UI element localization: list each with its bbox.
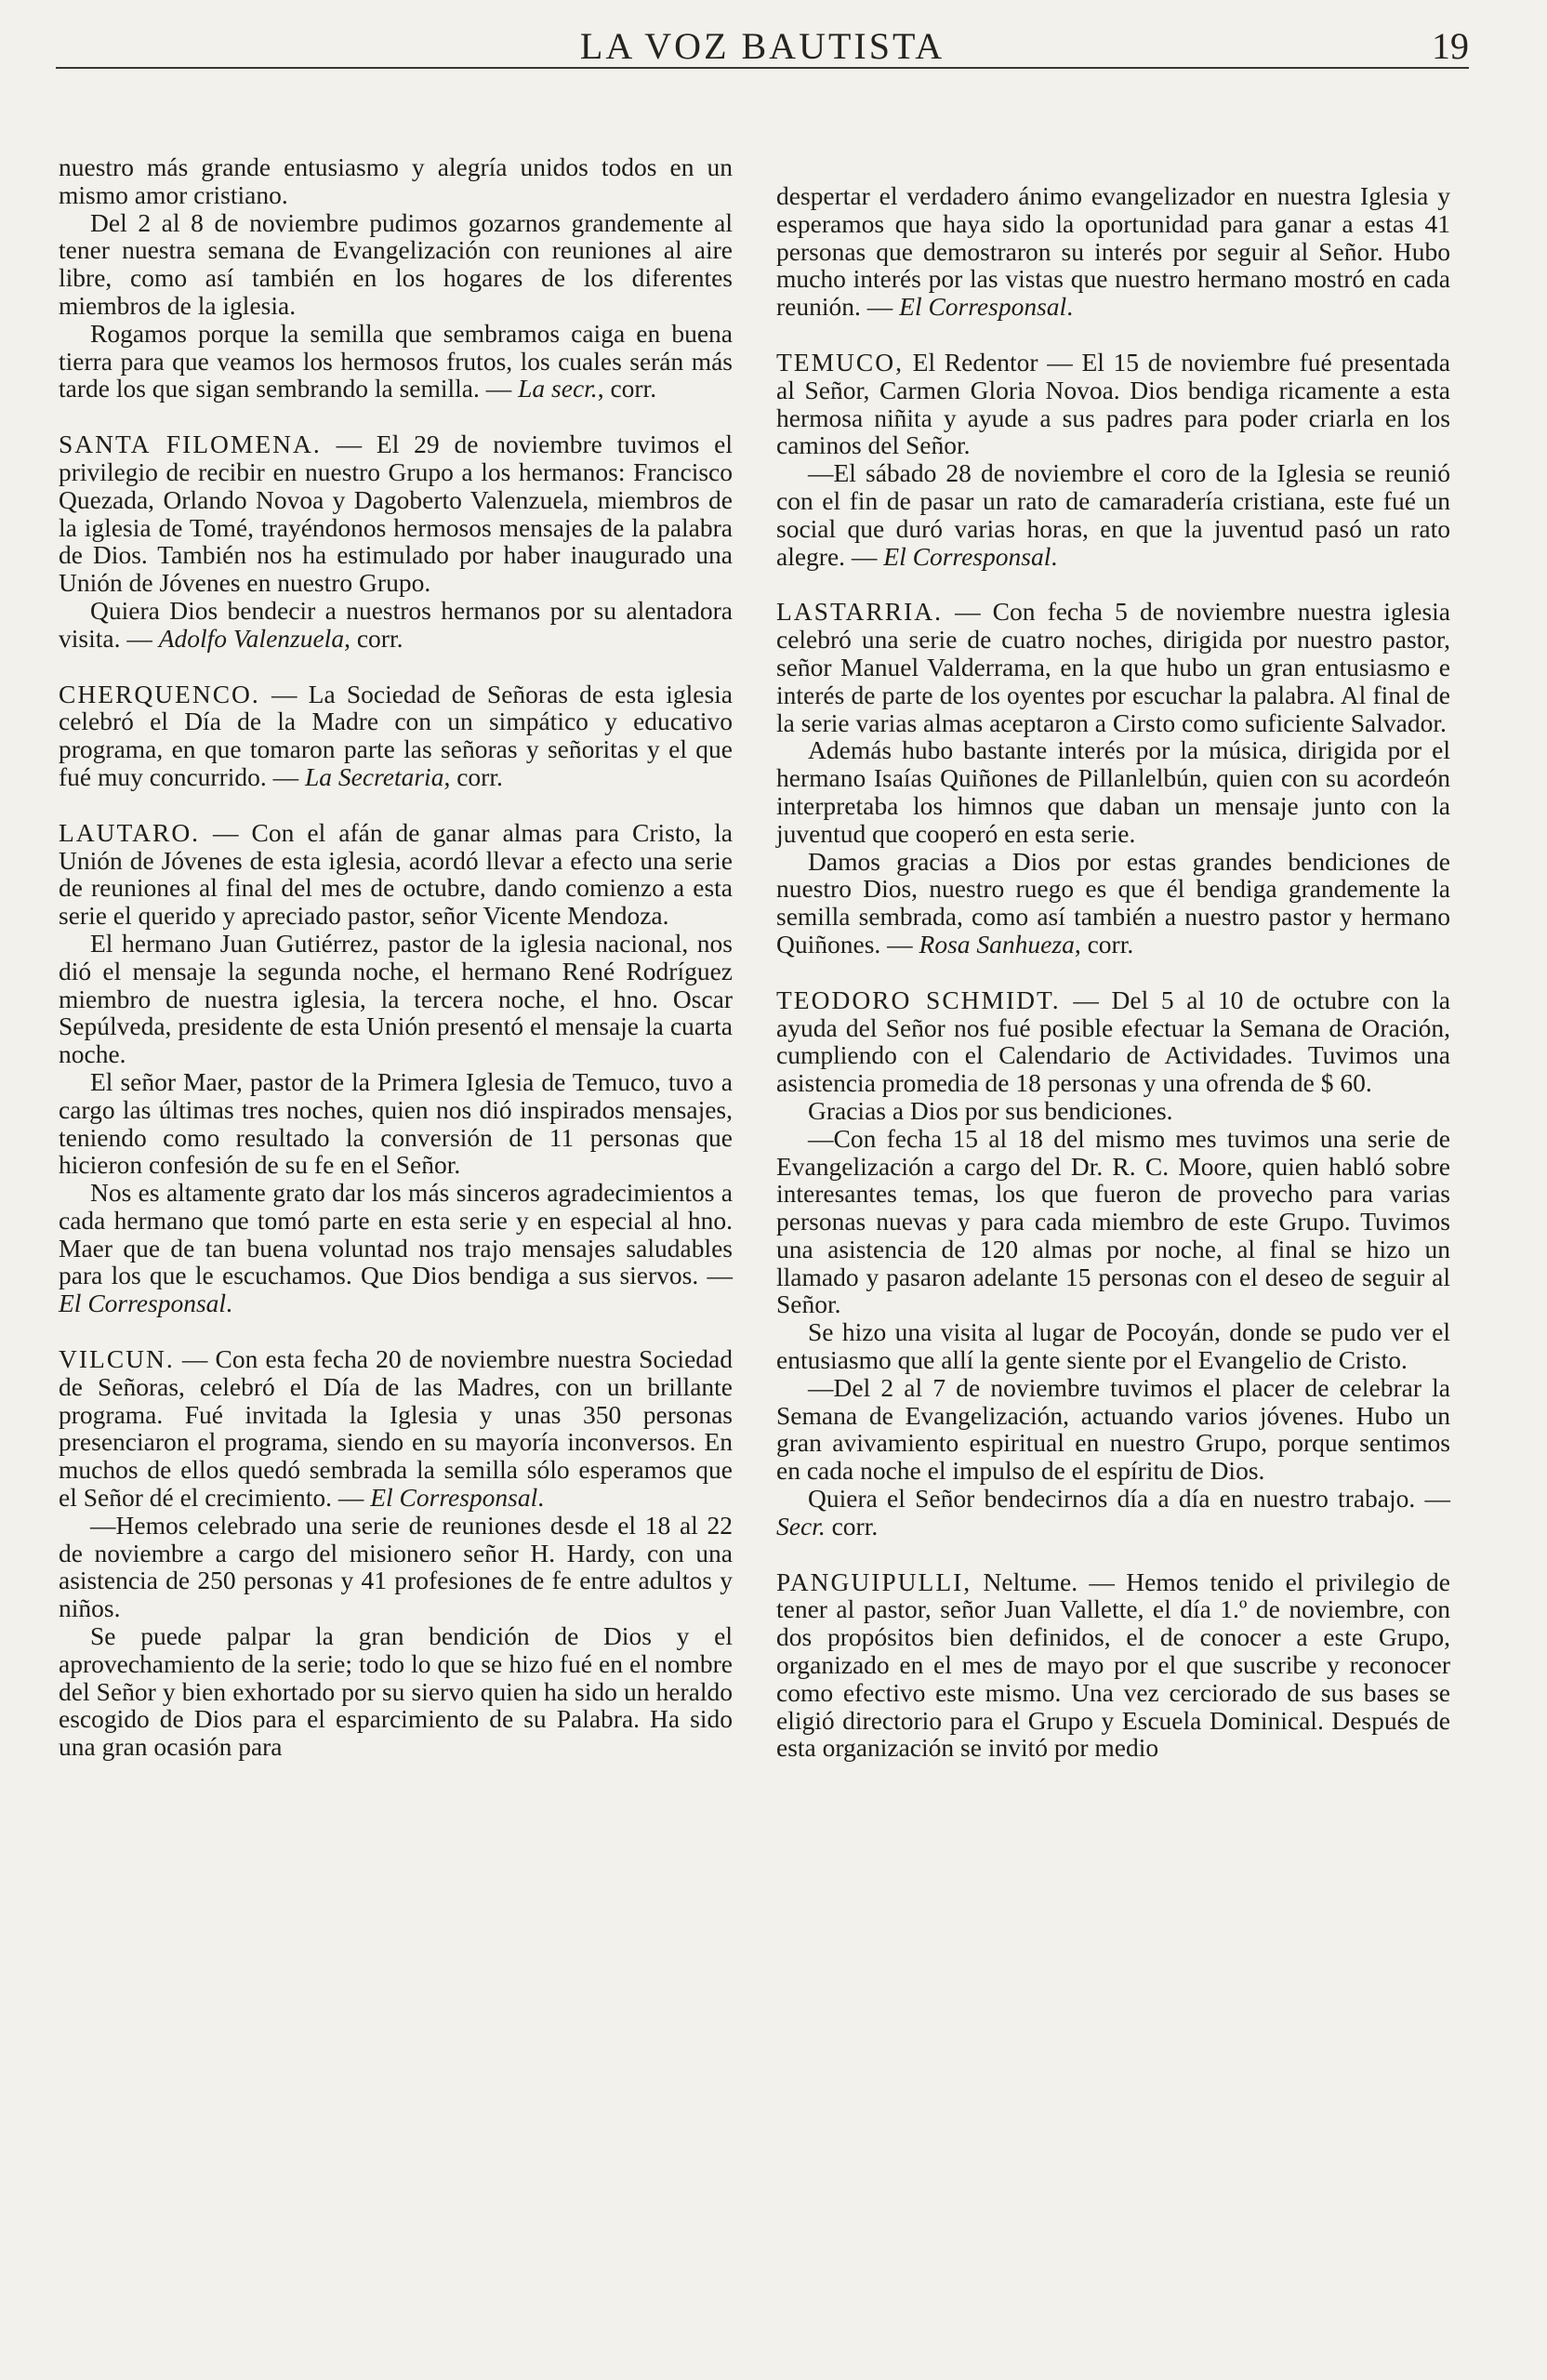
right-column bbox=[776, 182, 1450, 1790]
signature-suffix: . bbox=[537, 1483, 545, 1513]
news-item bbox=[776, 182, 1450, 321]
paragraph-text: — Con el afán de ganar almas para Cristo, la Unión de Jóvenes de esta iglesia, acordó llevar a efecto una serie de reuniones al final del mes de octubre, dando comienzo a esta serie el querido y apreciado pastor, señor Vicente Mendoza. bbox=[59, 817, 733, 931]
news-item bbox=[59, 153, 733, 403]
paragraph-text: — Del 5 al 10 de octubre con la ayuda del Señor nos fué posible efectuar la Semana de Oración, cumpliendo con el Calendario de Actividades. Tuvimos una asistencia promedia de 18 personas y una ofrenda de $ 60. bbox=[776, 985, 1450, 1098]
signature: Adolfo Valenzuela bbox=[158, 623, 345, 653]
news-item bbox=[59, 681, 733, 791]
paragraph bbox=[776, 848, 1450, 959]
news-item bbox=[59, 430, 733, 652]
signature-suffix: , corr. bbox=[344, 623, 403, 653]
paragraph bbox=[59, 1622, 733, 1761]
paragraph-text: El señor Maer, pastor de la Primera Iglesia de Temuco, tuvo a cargo las últimas tres noches, quien nos dió inspirados mensajes, teniendo como resultado la conversión de 11 personas que hicieron confesión de su fe en el Señor. bbox=[59, 1066, 733, 1180]
paragraph-text: —El sábado 28 de noviembre el coro de la Iglesia se reunió con el fin de pasar un rato de camaradería cristiana, este fué un social que duró varias horas, en que la juventud pasó un rato alegre. — bbox=[776, 458, 1450, 571]
signature-suffix: . bbox=[1066, 292, 1074, 322]
paragraph-text: —Del 2 al 7 de noviembre tuvimos el placer de celebrar la Semana de Evangelización, actuando varios jóvenes. Hubo un gran avivamiento espiritual en nuestro Grupo, porque sentimos en cada noche el impulso de el espíritu de Dios. bbox=[776, 1372, 1450, 1486]
signature-suffix: , corr. bbox=[597, 374, 657, 403]
signature: El Corresponsal bbox=[899, 292, 1067, 322]
news-item bbox=[776, 349, 1450, 570]
news-item bbox=[59, 1345, 733, 1761]
paragraph-text: El Redentor — El 15 de noviembre fué presentada al Señor, Carmen Gloria Novoa. Dios bendiga ricamente a esta hermosa niñita y ayude a sus padres para poder criarla en los caminos del Señor. bbox=[776, 347, 1450, 460]
paragraph bbox=[59, 153, 733, 209]
paragraph-text: Se puede palpar la gran bendición de Dios y el aprovechamiento de la serie; todo lo que se hizo fué en el nombre del Señor y bien exhortado por su siervo quien ha sido un heraldo escogido de Dios para el esparcimiento de su Palabra. Ha sido una gran ocasión para bbox=[59, 1621, 733, 1762]
paragraph bbox=[776, 1374, 1450, 1485]
paragraph bbox=[59, 1179, 733, 1317]
signature-suffix: , corr. bbox=[443, 761, 503, 791]
paragraph-text: Nos es altamente grato dar los más sinceros agradecimientos a cada hermano que tomó parte en esta serie y en especial al hno. Maer que de tan buena voluntad nos trajo mensajes saludables para los que le escuchamos. Que Dios bendiga a sus siervos. — bbox=[59, 1178, 733, 1290]
header-rule bbox=[56, 67, 1469, 69]
paragraph bbox=[776, 1125, 1450, 1319]
signature-suffix: . bbox=[1051, 541, 1058, 571]
publication-title: LA VOZ BAUTISTA bbox=[579, 25, 945, 67]
signature: El Corresponsal bbox=[59, 1289, 227, 1318]
news-item bbox=[776, 986, 1450, 1540]
signature: Secr. bbox=[776, 1511, 826, 1540]
paragraph-text: Quiera Dios bendecir a nuestros hermanos por su alentadora visita. — bbox=[59, 595, 733, 653]
paragraph-text: — Con esta fecha 20 de noviembre nuestra Sociedad de Señoras, celebró el Día de las Madres, con un brillante programa. Fué invitada la Iglesia y unas 350 personas presenciaron el programa, siendo en su mayoría inconversos. En muchos de ellos quedó sembrada la semilla sólo esperamos que el Señor dé el crecimiento. — bbox=[59, 1344, 733, 1513]
paragraph-text: Además hubo bastante interés por la música, dirigida por el hermano Isaías Quiñones de Pillanlelbún, quien con su acordeón interpretaba los himnos que daban un mensaje junto con la juventud que cooperó en esta serie. bbox=[776, 735, 1450, 848]
signature: La secr. bbox=[518, 374, 598, 403]
paragraph-text: despertar el verdadero ánimo evangelizador en nuestra Iglesia y esperamos que haya sido la oportunidad para ganar a estas 41 personas que demostraron su interés por seguir al Señor. Hubo mucho interés por las vistas que nuestro hermano mostró en cada reunión. — bbox=[776, 181, 1450, 322]
paragraph-text: Quiera el Señor bendecirnos día a día en nuestro trabajo. — bbox=[808, 1484, 1450, 1514]
place-name: CHERQUENCO. bbox=[59, 679, 260, 708]
place-name: VILCUN. bbox=[59, 1344, 175, 1374]
paragraph bbox=[776, 459, 1450, 570]
signature-suffix: . bbox=[226, 1289, 232, 1318]
paragraph bbox=[776, 1318, 1450, 1374]
paragraph-text: Del 2 al 8 de noviembre pudimos gozarnos grandemente al tener nuestra semana de Evangelización con reuniones al aire libre, como así también en los hogares de los diferentes miembros de la iglesia. bbox=[59, 207, 733, 320]
paragraph bbox=[776, 1485, 1450, 1540]
paragraph-text: Neltume. — Hemos tenido el privilegio de tener al pastor, señor Juan Vallette, el día 1.º de noviembre, con dos propósitos bien definidos, el de conocer a este Grupo, organizado en el mes de mayo por el que suscribe y reconocer como efectivo este mismo. Una vez cerciorado de sus bases se eligió directorio para el Grupo y Escuela Dominical. Después de esta organización se invitó por medio bbox=[776, 1567, 1450, 1763]
news-item bbox=[776, 1568, 1450, 1763]
page-header bbox=[56, 13, 1469, 67]
paragraph bbox=[776, 1097, 1450, 1125]
paragraph bbox=[59, 1068, 733, 1179]
paragraph-text: — El 29 de noviembre tuvimos el privilegio de recibir en nuestro Grupo a los hermanos: Francisco Quezada, Orlando Novoa y Dagoberto Valenzuela, miembros de la iglesia de Tomé, trayéndonos hermosos mensajes de la palabra de Dios. También nos ha estimulado por haber inaugurado una Unión de Jóvenes en nuestro Grupo. bbox=[59, 430, 733, 598]
signature-suffix: corr. bbox=[825, 1511, 879, 1540]
paragraph-text: El hermano Juan Gutiérrez, pastor de la iglesia nacional, nos dió el mensaje la segunda noche, el hermano René Rodríguez miembro de nuestra iglesia, la tercera noche, el hno. Oscar Sepúlveda, presidente de esta Unión presentó el mensaje la cuarta noche. bbox=[59, 928, 733, 1069]
paragraph bbox=[59, 930, 733, 1068]
paragraph-text: Gracias a Dios por sus bendiciones. bbox=[808, 1095, 1173, 1125]
news-item bbox=[59, 819, 733, 1317]
paragraph-text: —Con fecha 15 al 18 del mismo mes tuvimos una serie de Evangelización a cargo del Dr. R. C. Moore, quien habló sobre interesantes temas, los que fueron de provecho para varias personas nuevas y para cada miembro de este Grupo. Tuvimos una asistencia de 120 almas por noche, al final se hizo un llamado y pasaron adelante 15 personas con el deseo de seguir al Señor. bbox=[776, 1123, 1450, 1319]
news-item bbox=[776, 598, 1450, 958]
paragraph-text: Rogamos porque la semilla que sembramos caiga en buena tierra para que veamos los hermosos frutos, los cuales serán más tarde los que sigan sembrando la semilla. — bbox=[59, 318, 733, 403]
paragraph bbox=[776, 349, 1450, 459]
paragraph-text: Damos gracias a Dios por estas grandes bendiciones de nuestro Dios, nuestro ruego es que él bendiga grandemente la semilla sembrada, como así también a nuestro pastor y hermano Quiñones. — bbox=[776, 846, 1450, 959]
left-column bbox=[59, 153, 733, 1789]
paragraph-text: — La Sociedad de Señoras de esta iglesia celebró el Día de la Madre con un simpático y educativo programa, en que tomaron parte las señoras y señoritas y el que fué muy concurrido. — bbox=[59, 679, 733, 791]
paragraph-text: — Con fecha 5 de noviembre nuestra iglesia celebró una serie de cuatro noches, dirigida por nuestro pastor, señor Manuel Valderrama, en la que hubo un gran entusiasmo e interés de parte de los oyentes por escuchar la palabra. Al final de la serie varias almas aceptaron a Cirsto como suficiente Salvador. bbox=[776, 597, 1450, 737]
page-number: 19 bbox=[1432, 25, 1469, 67]
signature-suffix: , corr. bbox=[1074, 929, 1134, 959]
paragraph bbox=[59, 597, 733, 653]
paragraph-text: nuestro más grande entusiasmo y alegría unidos todos en un mismo amor cristiano. bbox=[59, 152, 733, 209]
paragraph-text: —Hemos celebrado una serie de reuniones desde el 18 al 22 de noviembre a cargo del misionero señor H. Hardy, con una asistencia de 250 personas y 41 profesiones de fe entre adultos y niños. bbox=[59, 1510, 733, 1623]
paragraph bbox=[776, 986, 1450, 1097]
paragraph-text: Se hizo una visita al lugar de Pocoyán, donde se pudo ver el entusiasmo que allí la gente siente por el Evangelio de Cristo. bbox=[776, 1317, 1450, 1375]
place-name: PANGUIPULLI, bbox=[776, 1567, 972, 1596]
paragraph bbox=[59, 209, 733, 320]
place-name: LAUTARO. bbox=[59, 817, 201, 847]
paragraph bbox=[59, 819, 733, 930]
paragraph bbox=[59, 1512, 733, 1622]
paragraph bbox=[59, 681, 733, 791]
place-name: TEODORO SCHMIDT. bbox=[776, 985, 1061, 1014]
signature: El Corresponsal bbox=[370, 1483, 538, 1513]
paragraph bbox=[59, 430, 733, 597]
paragraph bbox=[776, 736, 1450, 847]
signature: Rosa Sanhueza bbox=[919, 929, 1075, 959]
paragraph bbox=[776, 598, 1450, 736]
signature: La Secretaria bbox=[305, 761, 444, 791]
signature: El Corresponsal bbox=[883, 541, 1051, 571]
paragraph bbox=[59, 1345, 733, 1512]
place-name: SANTA FILOMENA. bbox=[59, 430, 322, 459]
place-name: TEMUCO, bbox=[776, 347, 904, 377]
place-name: LASTARRIA. bbox=[776, 597, 943, 627]
paragraph bbox=[776, 182, 1450, 321]
paragraph bbox=[776, 1568, 1450, 1763]
paragraph bbox=[59, 320, 733, 403]
